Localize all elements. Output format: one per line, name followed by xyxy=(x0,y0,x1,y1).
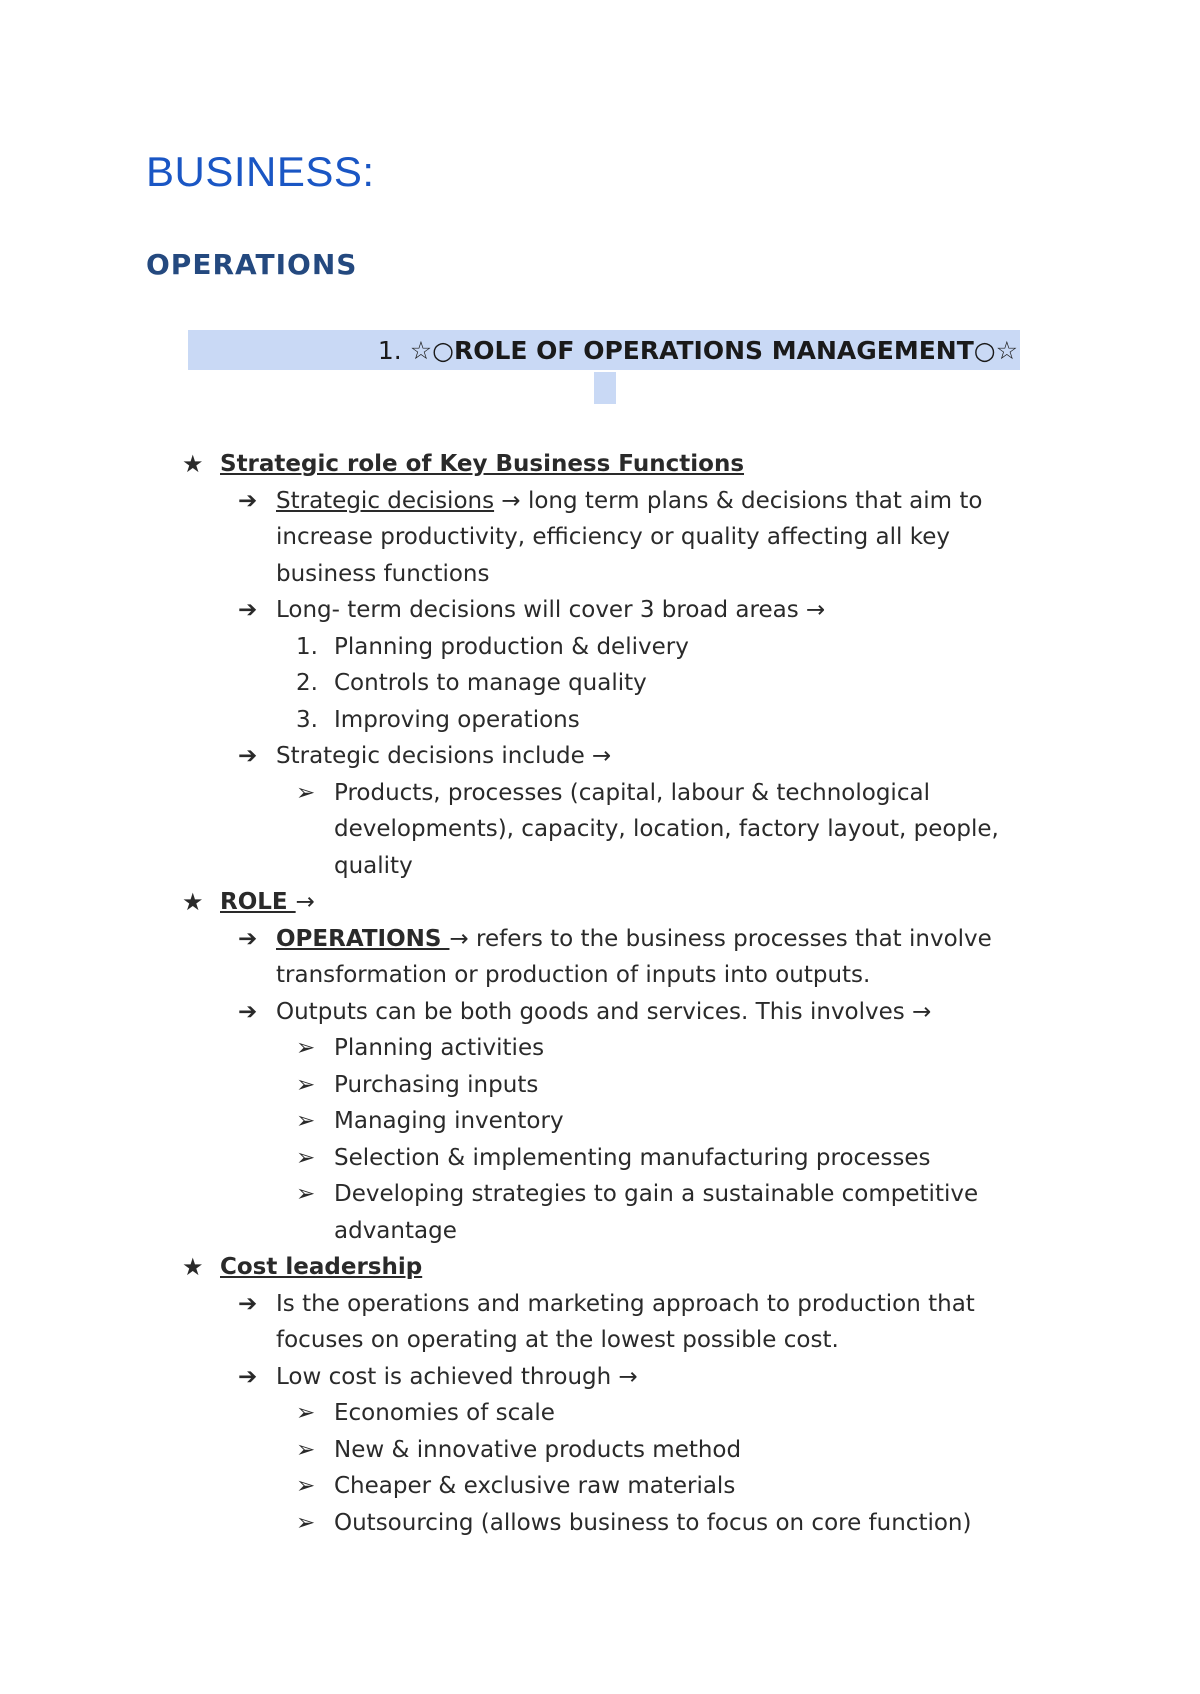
item-text: Outsourcing (allows business to focus on core function) xyxy=(334,1509,972,1536)
item-text: Long- term decisions will cover 3 broad areas → xyxy=(276,597,826,623)
chevron-bullet-icon: ➢ xyxy=(296,779,316,806)
sub-item-continuation xyxy=(180,848,1040,885)
item-text: Is the operations and marketing approach to production that xyxy=(276,1290,975,1317)
term: OPERATIONS xyxy=(276,925,450,952)
notes-content xyxy=(180,446,1040,1541)
sub-item xyxy=(180,1468,1040,1505)
arrow-bullet-icon: ➔ xyxy=(238,487,258,514)
arrow-bullet-icon: ➔ xyxy=(238,597,258,623)
chevron-bullet-icon: ➢ xyxy=(296,1436,316,1463)
numbered-heading xyxy=(188,330,1020,370)
section-heading-text: ROLE xyxy=(220,889,296,915)
numbered-item xyxy=(180,629,1040,666)
sub-item-continuation xyxy=(180,1213,1040,1250)
item-text: developments), capacity, location, factory layout, people, xyxy=(334,816,999,842)
item-text: Economies of scale xyxy=(334,1400,555,1426)
item-text: advantage xyxy=(334,1217,457,1244)
chevron-bullet-icon: ➢ xyxy=(296,1071,316,1098)
section-heading-arrow: → xyxy=(295,889,315,915)
sub-item xyxy=(180,1505,1040,1542)
numbered-item xyxy=(180,665,1040,702)
list-item-continuation xyxy=(180,519,1040,556)
item-text: Planning activities xyxy=(334,1035,545,1061)
item-number: 2. xyxy=(296,670,318,696)
document-title: BUSINESS: xyxy=(146,148,375,195)
item-text: → refers to the business processes that involve xyxy=(449,925,992,952)
chevron-bullet-icon: ➢ xyxy=(296,1144,316,1171)
section-heading xyxy=(180,446,1040,483)
item-text: Low cost is achieved through → xyxy=(276,1363,638,1390)
section-heading xyxy=(180,1249,1040,1286)
item-text: Purchasing inputs xyxy=(334,1071,539,1098)
item-text: focuses on operating at the lowest possible cost. xyxy=(276,1327,839,1353)
section-subtitle: OPERATIONS xyxy=(146,248,358,281)
sub-item xyxy=(180,1067,1040,1104)
sub-item-continuation xyxy=(180,811,1040,848)
section-heading-text: Strategic role of Key Business Functions xyxy=(220,451,745,477)
star-bullet-icon: ★ xyxy=(182,1253,204,1281)
item-text: Strategic decisions include → xyxy=(276,743,612,769)
item-text: Improving operations xyxy=(334,706,580,733)
item-text: increase productivity, efficiency or quality affecting all key xyxy=(276,524,950,550)
star-bullet-icon: ★ xyxy=(182,888,204,916)
arrow-bullet-icon: ➔ xyxy=(238,998,258,1025)
item-text: → long term plans & decisions that aim to xyxy=(494,487,983,514)
sub-item xyxy=(180,1176,1040,1213)
heading-label: ☆○ROLE OF OPERATIONS MANAGEMENT○☆ xyxy=(409,335,1018,365)
sub-item xyxy=(180,1030,1040,1067)
item-text: Outputs can be both goods and services. This involves → xyxy=(276,998,932,1025)
sub-item xyxy=(180,1432,1040,1469)
item-text: Planning production & delivery xyxy=(334,633,689,660)
chevron-bullet-icon: ➢ xyxy=(296,1181,316,1207)
list-item xyxy=(180,994,1040,1031)
list-item xyxy=(180,921,1040,958)
item-text: Cheaper & exclusive raw materials xyxy=(334,1473,736,1499)
item-text: New & innovative products method xyxy=(334,1436,742,1463)
list-item xyxy=(180,592,1040,629)
list-item-continuation xyxy=(180,1322,1040,1359)
sub-item xyxy=(180,1395,1040,1432)
item-text: quality xyxy=(334,852,413,879)
sub-item xyxy=(180,1140,1040,1177)
list-item xyxy=(180,738,1040,775)
heading-number: 1. xyxy=(377,335,402,365)
section-heading xyxy=(180,884,1040,921)
list-item-continuation xyxy=(180,556,1040,593)
arrow-bullet-icon: ➔ xyxy=(238,1363,258,1390)
item-number: 1. xyxy=(296,633,318,660)
list-item xyxy=(180,1359,1040,1396)
chevron-bullet-icon: ➢ xyxy=(296,1400,316,1426)
arrow-bullet-icon: ➔ xyxy=(238,743,258,769)
sub-item xyxy=(180,775,1040,812)
item-text: transformation or production of inputs into outputs. xyxy=(276,962,871,988)
list-item xyxy=(180,1286,1040,1323)
arrow-bullet-icon: ➔ xyxy=(238,1290,258,1317)
item-text: Managing inventory xyxy=(334,1108,564,1134)
item-text: Products, processes (capital, labour & technological xyxy=(334,779,930,806)
item-number: 3. xyxy=(296,706,318,733)
highlight-block xyxy=(594,372,616,404)
chevron-bullet-icon: ➢ xyxy=(296,1509,316,1536)
list-item-continuation xyxy=(180,957,1040,994)
item-text: Controls to manage quality xyxy=(334,670,647,696)
list-item xyxy=(180,483,1040,520)
section-heading-text: Cost leadership xyxy=(220,1254,423,1280)
star-bullet-icon: ★ xyxy=(182,450,204,478)
chevron-bullet-icon: ➢ xyxy=(296,1473,316,1499)
term: Strategic decisions xyxy=(276,487,495,514)
arrow-bullet-icon: ➔ xyxy=(238,925,258,952)
item-text: Developing strategies to gain a sustainable competitive xyxy=(334,1181,979,1207)
chevron-bullet-icon: ➢ xyxy=(296,1108,316,1134)
numbered-item xyxy=(180,702,1040,739)
item-text: Selection & implementing manufacturing processes xyxy=(334,1144,931,1171)
item-text: business functions xyxy=(276,560,490,587)
sub-item xyxy=(180,1103,1040,1140)
chevron-bullet-icon: ➢ xyxy=(296,1035,316,1061)
